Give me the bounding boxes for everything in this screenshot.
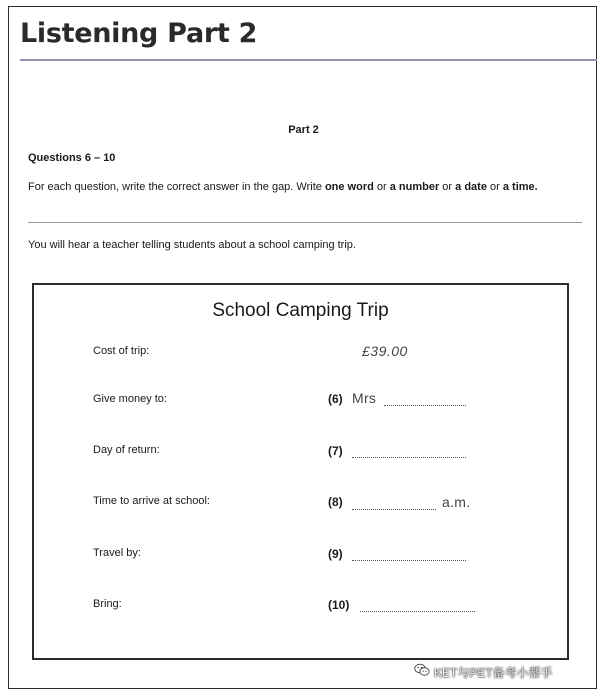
- title-divider: [20, 59, 597, 61]
- wechat-icon: [414, 663, 430, 677]
- row-label-bring: Bring:: [93, 598, 122, 610]
- instruction-text: [28, 180, 576, 194]
- answer-gap-10[interactable]: [360, 611, 475, 612]
- watermark-text: KET与PET备考小帮手: [434, 666, 553, 680]
- form-title: School Camping Trip: [212, 300, 389, 321]
- instruction-part: or: [439, 181, 456, 193]
- context-text: You will hear a teacher telling students about a school camping trip.: [28, 239, 356, 251]
- instruction-part: For each question, write the correct answer in the gap. Write: [28, 181, 325, 193]
- instruction-emphasis: a time.: [502, 181, 538, 193]
- instruction-emphasis: one word: [324, 181, 374, 193]
- question-9-number: (9): [328, 547, 343, 561]
- instruction-part: or: [486, 181, 503, 193]
- instruction-part: or: [373, 181, 390, 193]
- row-label-time: Time to arrive at school:: [93, 495, 210, 507]
- mrs-prefix: Mrs: [352, 390, 377, 406]
- instruction-emphasis: a date: [455, 181, 487, 193]
- questions-label: Questions 6 – 10: [28, 152, 116, 164]
- section-divider: [28, 222, 582, 223]
- answer-gap-8[interactable]: [352, 509, 436, 510]
- row-label-travel: Travel by:: [93, 547, 141, 559]
- answer-gap-9[interactable]: [352, 560, 466, 561]
- answer-gap-6[interactable]: [384, 405, 466, 406]
- row-label-cost: Cost of trip:: [93, 345, 150, 357]
- am-suffix: a.m.: [442, 494, 471, 510]
- question-8-number: (8): [328, 495, 343, 509]
- row-label-return: Day of return:: [93, 444, 160, 456]
- question-6-number: (6): [328, 392, 343, 406]
- part-label: Part 2: [288, 124, 319, 136]
- answer-form: [32, 283, 569, 660]
- page-title: Listening Part 2: [20, 18, 258, 49]
- cost-value: £39.00: [362, 343, 408, 359]
- question-10-number: (10): [328, 598, 350, 612]
- question-7-number: (7): [328, 444, 343, 458]
- answer-gap-7[interactable]: [352, 457, 466, 458]
- row-label-money: Give money to:: [93, 393, 167, 405]
- instruction-emphasis: a number: [389, 181, 440, 193]
